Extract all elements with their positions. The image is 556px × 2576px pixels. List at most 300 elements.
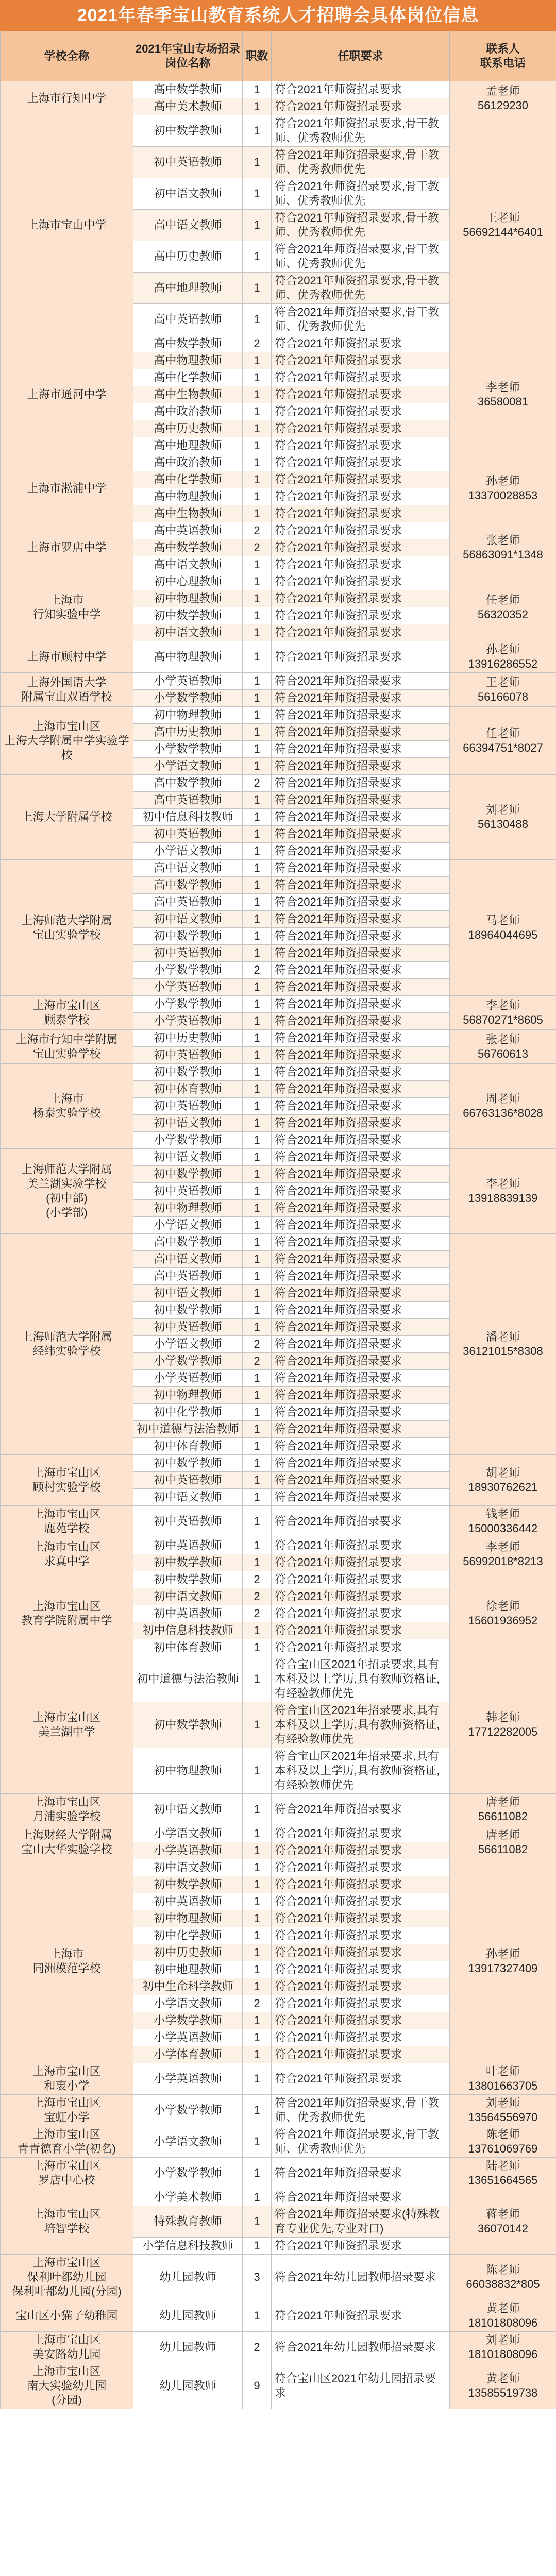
post-name-cell: 初中数学教师: [133, 1554, 243, 1571]
post-count-cell: 1: [243, 2095, 272, 2126]
post-count-cell: 1: [243, 81, 272, 98]
post-count-cell: 1: [243, 1064, 272, 1081]
school-name-cell: 上海市宝山区 月浦实验学校: [1, 1794, 133, 1825]
requirement-cell: 符合2021年师资招录要求: [272, 1978, 450, 1995]
requirement-cell: 符合2021年师资招录要求: [272, 2158, 450, 2189]
school-name-cell: 上海市宝山区 教育学院附属中学: [1, 1571, 133, 1656]
post-name-cell: 初中语文教师: [133, 1489, 243, 1506]
post-name-cell: 小学数学教师: [133, 2095, 243, 2126]
post-name-cell: 高中政治教师: [133, 403, 243, 420]
post-name-cell: 初中英语教师: [133, 1098, 243, 1115]
contact-cell: 马老师 18964044695: [450, 860, 556, 996]
post-name-cell: 初中物理教师: [133, 1387, 243, 1404]
post-name-cell: 初中英语教师: [133, 1893, 243, 1910]
table-row: [1, 860, 556, 877]
school-name-cell: 上海师范大学附属 美兰湖实验学校 (初中部) (小学部): [1, 1149, 133, 1234]
post-count-cell: 1: [243, 2126, 272, 2158]
requirement-cell: 符合2021年师资招录要求: [272, 1961, 450, 1978]
contact-cell: 胡老师 18930762621: [450, 1455, 556, 1506]
post-name-cell: 小学体育教师: [133, 2046, 243, 2063]
post-count-cell: 1: [243, 1656, 272, 1702]
requirement-cell: 符合2021年师资招录要求: [272, 1183, 450, 1200]
contact-cell: 李老师 56870271*8605: [450, 996, 556, 1030]
post-count-cell: 1: [243, 2238, 272, 2255]
post-count-cell: 1: [243, 945, 272, 962]
requirement-cell: 符合2021年师资招录要求: [272, 1639, 450, 1656]
post-name-cell: 初中语文教师: [133, 1115, 243, 1132]
post-name-cell: 高中政治教师: [133, 454, 243, 471]
page-title: 2021年春季宝山教育系统人才招聘会具体岗位信息: [0, 0, 556, 31]
post-count-cell: 1: [243, 641, 272, 673]
post-count-cell: 1: [243, 1132, 272, 1149]
post-name-cell: 初中数学教师: [133, 1064, 243, 1081]
contact-cell: 孙老师 13916286552: [450, 641, 556, 673]
requirement-cell: 符合2021年师资招录要求,骨干教师、优秀教师优先: [272, 210, 450, 241]
post-name-cell: 高中数学教师: [133, 775, 243, 792]
post-count-cell: 1: [243, 1489, 272, 1506]
requirement-cell: 符合2021年师资招录要求: [272, 945, 450, 962]
post-count-cell: 1: [243, 707, 272, 724]
post-count-cell: 1: [243, 1455, 272, 1472]
post-name-cell: 初中数学教师: [133, 1876, 243, 1893]
post-count-cell: 1: [243, 386, 272, 403]
table-row: [1, 454, 556, 471]
school-name-cell: 宝山区小猫子幼稚园: [1, 2300, 133, 2332]
post-name-cell: 初中历史教师: [133, 1944, 243, 1961]
requirement-cell: 符合2021年师资招录要求,骨干教师、优秀教师优先: [272, 2126, 450, 2158]
post-name-cell: 初中数学教师: [133, 115, 243, 147]
requirement-cell: 符合2021年师资招录要求: [272, 556, 450, 573]
requirement-cell: 符合2021年师资招录要求: [272, 1910, 450, 1927]
post-count-cell: 1: [243, 505, 272, 522]
contact-cell: 李老师 56992018*8213: [450, 1537, 556, 1571]
requirement-cell: 符合2021年师资招录要求: [272, 2189, 450, 2206]
post-name-cell: 初中体育教师: [133, 1081, 243, 1098]
post-count-cell: 1: [243, 1234, 272, 1251]
post-count-cell: 1: [243, 1910, 272, 1927]
post-count-cell: 1: [243, 1748, 272, 1794]
contact-cell: 潘老师 36121015*8308: [450, 1234, 556, 1455]
header-count: 职数: [243, 31, 272, 81]
school-name-cell: 上海市宝山中学: [1, 115, 133, 335]
post-count-cell: 1: [243, 1472, 272, 1489]
post-count-cell: 1: [243, 403, 272, 420]
post-name-cell: 初中化学教师: [133, 1404, 243, 1421]
post-name-cell: 高中历史教师: [133, 241, 243, 273]
header-school: 学校全称: [1, 31, 133, 81]
post-count-cell: 1: [243, 2046, 272, 2063]
post-name-cell: 高中语文教师: [133, 556, 243, 573]
post-name-cell: 小学数学教师: [133, 741, 243, 758]
post-name-cell: 初中语文教师: [133, 1285, 243, 1302]
post-count-cell: 1: [243, 2012, 272, 2029]
requirement-cell: 符合2021年师资招录要求: [272, 2063, 450, 2095]
contact-cell: 张老师 56863091*1348: [450, 522, 556, 573]
post-count-cell: 1: [243, 860, 272, 877]
school-name-cell: 上海市宝山区 罗店中心校: [1, 2158, 133, 2189]
table-row: [1, 1506, 556, 1537]
post-name-cell: 小学语文教师: [133, 1825, 243, 1842]
contact-cell: 陈老师 13761069769: [450, 2126, 556, 2158]
post-count-cell: 1: [243, 1978, 272, 1995]
post-name-cell: 高中美术教师: [133, 98, 243, 115]
school-name-cell: 上海市 行知实验中学: [1, 573, 133, 641]
table-row: [1, 2063, 556, 2095]
requirement-cell: 符合2021年师资招录要求: [272, 1030, 450, 1047]
requirement-cell: 符合2021年师资招录要求: [272, 979, 450, 996]
post-name-cell: 高中历史教师: [133, 420, 243, 437]
post-count-cell: 1: [243, 573, 272, 590]
requirement-cell: 符合2021年师资招录要求: [272, 809, 450, 826]
post-count-cell: 1: [243, 1115, 272, 1132]
school-name-cell: 上海市罗店中学: [1, 522, 133, 573]
contact-cell: 任老师 66394751*8027: [450, 707, 556, 775]
table-row: [1, 115, 556, 147]
post-name-cell: 小学英语教师: [133, 1370, 243, 1387]
post-name-cell: 小学英语教师: [133, 2063, 243, 2095]
school-name-cell: 上海市 杨泰实验学校: [1, 1064, 133, 1149]
contact-cell: 刘老师 56130488: [450, 775, 556, 860]
requirement-cell: 符合2021年师资招录要求: [272, 928, 450, 945]
post-name-cell: 小学语文教师: [133, 1336, 243, 1353]
requirement-cell: 符合2021年师资招录要求,骨干教师、优秀教师优先: [272, 2095, 450, 2126]
requirement-cell: 符合2021年师资招录要求: [272, 2300, 450, 2332]
contact-cell: 韩老师 17712282005: [450, 1656, 556, 1794]
post-name-cell: 小学数学教师: [133, 690, 243, 707]
table-row: [1, 2332, 556, 2363]
school-name-cell: 上海市宝山区 鹿苑学校: [1, 1506, 133, 1537]
requirement-cell: 符合2021年师资招录要求: [272, 1794, 450, 1825]
post-name-cell: 初中心理教师: [133, 573, 243, 590]
requirement-cell: 符合2021年师资招录要求: [272, 1081, 450, 1098]
post-count-cell: 1: [243, 178, 272, 210]
requirement-cell: 符合2021年师资招录要求: [272, 775, 450, 792]
post-count-cell: 1: [243, 1302, 272, 1319]
post-name-cell: 初中英语教师: [133, 1537, 243, 1554]
post-count-cell: 1: [243, 115, 272, 147]
post-name-cell: 初中语文教师: [133, 1859, 243, 1876]
post-count-cell: 2: [243, 1605, 272, 1622]
requirement-cell: 符合2021年师资招录要求(特殊教育专业优先,专业对口): [272, 2206, 450, 2238]
requirement-cell: 符合2021年师资招录要求: [272, 1622, 450, 1639]
requirement-cell: 符合2021年师资招录要求: [272, 2046, 450, 2063]
post-count-cell: 1: [243, 1149, 272, 1166]
requirement-cell: 符合2021年师资招录要求: [272, 1200, 450, 1217]
school-name-cell: 上海市宝山区 保利叶都幼儿园 保利叶都幼儿园(分园): [1, 2255, 133, 2300]
contact-cell: 孙老师 13917327409: [450, 1859, 556, 2063]
requirement-cell: 符合2021年师资招录要求: [272, 1302, 450, 1319]
post-count-cell: 1: [243, 1285, 272, 1302]
post-count-cell: 1: [243, 1842, 272, 1859]
post-name-cell: 幼儿园教师: [133, 2363, 243, 2409]
school-name-cell: 上海市宝山区 顾泰学校: [1, 996, 133, 1030]
post-count-cell: 1: [243, 2300, 272, 2332]
post-name-cell: 高中物理教师: [133, 641, 243, 673]
requirement-cell: 符合2021年师资招录要求: [272, 1995, 450, 2012]
post-count-cell: 1: [243, 2206, 272, 2238]
post-count-cell: 1: [243, 673, 272, 690]
contact-cell: 黄老师 13585519738: [450, 2363, 556, 2409]
post-name-cell: 初中数学教师: [133, 1571, 243, 1588]
requirement-cell: 符合2021年师资招录要求: [272, 724, 450, 741]
post-count-cell: 2: [243, 775, 272, 792]
school-name-cell: 上海市宝山区 青青德育小学(初名): [1, 2126, 133, 2158]
post-name-cell: 初中英语教师: [133, 1319, 243, 1336]
post-name-cell: 高中数学教师: [133, 877, 243, 894]
post-name-cell: 初中数学教师: [133, 1166, 243, 1183]
post-count-cell: 2: [243, 335, 272, 352]
post-count-cell: 1: [243, 1506, 272, 1537]
school-name-cell: 上海市通河中学: [1, 335, 133, 454]
requirement-cell: 符合2021年师资招录要求: [272, 590, 450, 607]
post-name-cell: 初中语文教师: [133, 1149, 243, 1166]
contact-cell: 徐老师 15601936952: [450, 1571, 556, 1656]
requirement-cell: 符合2021年师资招录要求: [272, 335, 450, 352]
post-count-cell: 1: [243, 241, 272, 273]
post-count-cell: 1: [243, 590, 272, 607]
requirement-cell: 符合2021年师资招录要求: [272, 1234, 450, 1251]
requirement-cell: 符合2021年师资招录要求: [272, 1537, 450, 1554]
post-name-cell: 高中数学教师: [133, 335, 243, 352]
post-name-cell: 高中英语教师: [133, 1268, 243, 1285]
post-count-cell: 1: [243, 1859, 272, 1876]
post-count-cell: 1: [243, 556, 272, 573]
requirement-cell: 符合2021年师资招录要求: [272, 1166, 450, 1183]
table-row: [1, 1455, 556, 1472]
requirement-cell: 符合2021年师资招录要求: [272, 690, 450, 707]
requirement-cell: 符合2021年师资招录要求: [272, 386, 450, 403]
requirement-cell: 符合2021年师资招录要求: [272, 437, 450, 454]
post-count-cell: 2: [243, 522, 272, 539]
contact-cell: 陈老师 66038832*805: [450, 2255, 556, 2300]
post-count-cell: 1: [243, 928, 272, 945]
post-name-cell: 初中物理教师: [133, 707, 243, 724]
requirement-cell: 符合2021年师资招录要求: [272, 81, 450, 98]
school-name-cell: 上海市宝山区 和衷小学: [1, 2063, 133, 2095]
post-name-cell: 小学语文教师: [133, 1217, 243, 1234]
post-name-cell: 初中数学教师: [133, 1455, 243, 1472]
requirement-cell: 符合2021年师资招录要求: [272, 573, 450, 590]
post-count-cell: 2: [243, 962, 272, 979]
requirement-cell: 符合2021年师资招录要求: [272, 1404, 450, 1421]
post-count-cell: 1: [243, 488, 272, 505]
post-name-cell: 特殊教育教师: [133, 2206, 243, 2238]
header-contact: 联系人 联系电话: [450, 31, 556, 81]
table-row: [1, 2095, 556, 2126]
post-name-cell: 初中语文教师: [133, 178, 243, 210]
post-name-cell: 高中历史教师: [133, 724, 243, 741]
requirement-cell: 符合2021年师资招录要求: [272, 2029, 450, 2046]
requirement-cell: 符合2021年师资招录要求: [272, 1353, 450, 1370]
requirement-cell: 符合2021年师资招录要求: [272, 1132, 450, 1149]
contact-cell: 王老师 56166078: [450, 673, 556, 707]
post-count-cell: 1: [243, 690, 272, 707]
post-count-cell: 1: [243, 1319, 272, 1336]
post-count-cell: 1: [243, 979, 272, 996]
post-count-cell: 1: [243, 454, 272, 471]
requirement-cell: 符合2021年师资招录要求: [272, 607, 450, 624]
post-count-cell: 1: [243, 1013, 272, 1030]
post-count-cell: 1: [243, 877, 272, 894]
contact-cell: 王老师 56692144*6401: [450, 115, 556, 335]
post-name-cell: 初中地理教师: [133, 1961, 243, 1978]
requirement-cell: 符合2021年师资招录要求: [272, 1285, 450, 1302]
requirement-cell: 符合2021年师资招录要求: [272, 1251, 450, 1268]
post-count-cell: 1: [243, 809, 272, 826]
requirement-cell: 符合2021年师资招录要求: [272, 1472, 450, 1489]
requirement-cell: 符合2021年师资招录要求,骨干教师、优秀教师优先: [272, 147, 450, 178]
requirement-cell: 符合2021年师资招录要求: [272, 1336, 450, 1353]
school-name-cell: 上海市宝山区 美安路幼儿园: [1, 2332, 133, 2363]
post-count-cell: 1: [243, 1438, 272, 1455]
post-name-cell: 初中英语教师: [133, 1605, 243, 1622]
requirement-cell: 符合2021年师资招录要求: [272, 1842, 450, 1859]
requirement-cell: 符合2021年师资招录要求: [272, 894, 450, 911]
post-name-cell: 高中语文教师: [133, 210, 243, 241]
post-count-cell: 1: [243, 843, 272, 860]
post-name-cell: 初中英语教师: [133, 147, 243, 178]
post-count-cell: 1: [243, 1166, 272, 1183]
requirement-cell: 符合2021年师资招录要求: [272, 911, 450, 928]
post-name-cell: 初中物理教师: [133, 1910, 243, 1927]
requirement-cell: 符合2021年师资招录要求: [272, 369, 450, 386]
requirement-cell: 符合2021年师资招录要求: [272, 1944, 450, 1961]
table-row: [1, 335, 556, 352]
post-count-cell: 1: [243, 1961, 272, 1978]
jobs-table-body: [1, 81, 556, 2409]
requirement-cell: 符合2021年师资招录要求,骨干教师、优秀教师优先: [272, 241, 450, 273]
requirement-cell: 符合2021年师资招录要求: [272, 826, 450, 843]
post-name-cell: 高中英语教师: [133, 522, 243, 539]
requirement-cell: 符合2021年师资招录要求: [272, 1571, 450, 1588]
requirement-cell: 符合2021年师资招录要求: [272, 1605, 450, 1622]
post-name-cell: 初中语文教师: [133, 1588, 243, 1605]
post-count-cell: 1: [243, 624, 272, 641]
requirement-cell: 符合2021年师资招录要求: [272, 1217, 450, 1234]
requirement-cell: 符合2021年师资招录要求: [272, 758, 450, 775]
post-name-cell: 小学数学教师: [133, 996, 243, 1013]
post-count-cell: 1: [243, 1183, 272, 1200]
requirement-cell: 符合2021年师资招录要求: [272, 488, 450, 505]
post-name-cell: 高中化学教师: [133, 471, 243, 488]
post-count-cell: 1: [243, 437, 272, 454]
school-name-cell: 上海市宝山区 上海大学附属中学实验学校: [1, 707, 133, 775]
requirement-cell: 符合2021年师资招录要求: [272, 1115, 450, 1132]
header-requirement: 任职要求: [272, 31, 450, 81]
contact-cell: 刘老师 18101808096: [450, 2332, 556, 2363]
post-count-cell: 1: [243, 894, 272, 911]
post-count-cell: 1: [243, 471, 272, 488]
post-name-cell: 小学数学教师: [133, 2158, 243, 2189]
post-count-cell: 2: [243, 1336, 272, 1353]
contact-cell: 陆老师 13651664565: [450, 2158, 556, 2189]
requirement-cell: 符合2021年师资招录要求: [272, 877, 450, 894]
post-count-cell: 1: [243, 826, 272, 843]
post-count-cell: 1: [243, 1200, 272, 1217]
post-name-cell: 幼儿园教师: [133, 2255, 243, 2300]
requirement-cell: 符合2021年师资招录要求: [272, 1455, 450, 1472]
requirement-cell: 符合宝山区2021年招录要求,具有本科及以上学历,具有教师资格证,有经验教师优先: [272, 1656, 450, 1702]
requirement-cell: 符合2021年师资招录要求: [272, 1859, 450, 1876]
post-name-cell: 初中化学教师: [133, 1927, 243, 1944]
requirement-cell: 符合2021年师资招录要求: [272, 1370, 450, 1387]
post-name-cell: 初中信息科技教师: [133, 809, 243, 826]
school-name-cell: 上海市宝山区 宝虹小学: [1, 2095, 133, 2126]
requirement-cell: 符合2021年师资招录要求,骨干教师、优秀教师优先: [272, 178, 450, 210]
requirement-cell: 符合2021年师资招录要求: [272, 1506, 450, 1537]
table-row: [1, 673, 556, 690]
post-count-cell: 1: [243, 1217, 272, 1234]
post-name-cell: 初中数学教师: [133, 1302, 243, 1319]
post-name-cell: 高中物理教师: [133, 488, 243, 505]
post-count-cell: 2: [243, 1995, 272, 2012]
requirement-cell: 符合2021年师资招录要求: [272, 1554, 450, 1571]
requirement-cell: 符合2021年师资招录要求: [272, 471, 450, 488]
post-name-cell: 高中数学教师: [133, 81, 243, 98]
post-name-cell: 小学数学教师: [133, 1132, 243, 1149]
table-row: [1, 1234, 556, 1251]
post-name-cell: 初中道德与法治教师: [133, 1421, 243, 1438]
requirement-cell: 符合2021年师资招录要求: [272, 673, 450, 690]
post-name-cell: 小学数学教师: [133, 962, 243, 979]
post-name-cell: 小学英语教师: [133, 1842, 243, 1859]
requirement-cell: 符合2021年师资招录要求,骨干教师、优秀教师优先: [272, 273, 450, 304]
table-row: [1, 2300, 556, 2332]
post-name-cell: 高中物理教师: [133, 352, 243, 369]
table-row: [1, 1149, 556, 1166]
table-row: [1, 641, 556, 673]
requirement-cell: 符合2021年师资招录要求: [272, 505, 450, 522]
post-count-cell: 1: [243, 1537, 272, 1554]
requirement-cell: 符合2021年师资招录要求: [272, 1268, 450, 1285]
post-name-cell: 小学英语教师: [133, 2029, 243, 2046]
requirement-cell: 符合2021年师资招录要求: [272, 641, 450, 673]
post-count-cell: 1: [243, 996, 272, 1013]
post-name-cell: 小学英语教师: [133, 1013, 243, 1030]
requirement-cell: 符合2021年师资招录要求: [272, 1438, 450, 1455]
post-count-cell: 1: [243, 2189, 272, 2206]
post-name-cell: 初中体育教师: [133, 1639, 243, 1656]
school-name-cell: 上海师范大学附属 经纬实验学校: [1, 1234, 133, 1455]
post-count-cell: 1: [243, 1081, 272, 1098]
contact-cell: 唐老师 56611082: [450, 1825, 556, 1859]
post-name-cell: 初中道德与法治教师: [133, 1656, 243, 1702]
school-name-cell: 上海市宝山区 南大实验幼儿园 (分园): [1, 2363, 133, 2409]
post-count-cell: 1: [243, 758, 272, 775]
contact-cell: 李老师 36580081: [450, 335, 556, 454]
post-count-cell: 1: [243, 304, 272, 335]
post-name-cell: 初中英语教师: [133, 1047, 243, 1064]
school-name-cell: 上海财经大学附属 宝山大华实验学校: [1, 1825, 133, 1859]
contact-cell: 张老师 56760613: [450, 1030, 556, 1064]
requirement-cell: 符合2021年师资招录要求: [272, 843, 450, 860]
post-count-cell: 2: [243, 2332, 272, 2363]
post-name-cell: 初中英语教师: [133, 826, 243, 843]
post-name-cell: 初中数学教师: [133, 928, 243, 945]
requirement-cell: 符合2021年师资招录要求: [272, 1876, 450, 1893]
post-name-cell: 高中数学教师: [133, 1234, 243, 1251]
post-name-cell: 初中英语教师: [133, 1183, 243, 1200]
post-count-cell: 1: [243, 98, 272, 115]
post-name-cell: 高中语文教师: [133, 860, 243, 877]
requirement-cell: 符合2021年师资招录要求: [272, 539, 450, 556]
school-name-cell: 上海大学附属学校: [1, 775, 133, 860]
table-row: [1, 2158, 556, 2189]
requirement-cell: 符合2021年师资招录要求: [272, 454, 450, 471]
table-row: [1, 1537, 556, 1554]
requirement-cell: 符合2021年师资招录要求: [272, 98, 450, 115]
requirement-cell: 符合2021年师资招录要求: [272, 1387, 450, 1404]
